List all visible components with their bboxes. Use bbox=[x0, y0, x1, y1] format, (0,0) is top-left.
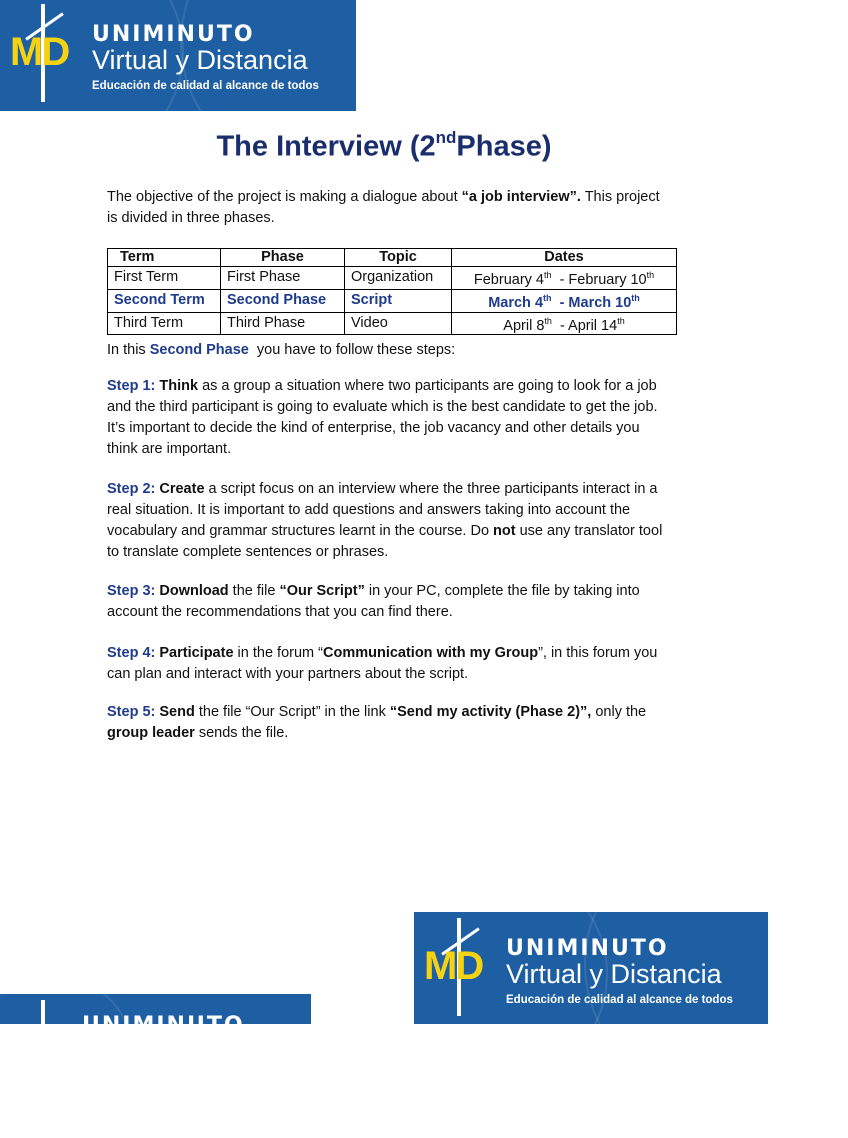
table-cell: March 4th - March 10th bbox=[452, 289, 677, 312]
table-cell: Third Term bbox=[108, 312, 221, 335]
lead-paragraph: In this Second Phase you have to follow these steps: bbox=[107, 342, 456, 358]
footer-banner-partial bbox=[0, 994, 311, 1038]
table-row bbox=[108, 267, 677, 290]
brand-tagline: Educación de calidad al alcance de todos bbox=[92, 80, 319, 92]
step-2: Step 2: Create a script focus on an interview where the three participants interact in a real situation. It is important to add questions and answers taking into account the vocabulary and grammar structures learnt in the course. Do not use any translator tool to translate complete sentences or phrases. bbox=[107, 481, 663, 560]
page-title: The Interview (2ndPhase) bbox=[216, 128, 552, 163]
logo-letters: MD bbox=[424, 944, 483, 988]
table-cell: First Term bbox=[108, 267, 221, 290]
table-row bbox=[108, 289, 677, 312]
footer-banner bbox=[414, 912, 768, 1024]
column-header: Dates bbox=[452, 249, 677, 267]
brand-name: UNIMINUTO bbox=[92, 22, 255, 47]
table-header-row bbox=[108, 249, 677, 267]
table-cell: April 8th - April 14th bbox=[452, 312, 677, 335]
brand-subtitle: Virtual y Distancia bbox=[506, 959, 722, 989]
intro-paragraph: The objective of the project is making a dialogue about “a job interview”. This project is divided in three phases. bbox=[107, 189, 660, 226]
phases-table bbox=[107, 248, 677, 335]
brand-tagline: Educación de calidad al alcance de todos bbox=[506, 994, 733, 1006]
table-cell: February 4th - February 10th bbox=[452, 267, 677, 290]
step-1: Step 1: Think as a group a situation where two participants are going to look for a job and the third participant is going to evaluate which is the best candidate to get the job. It’s important to decide the kind of enterprise, the job vacancy and other details you think are important. bbox=[107, 378, 658, 457]
column-header: Topic bbox=[345, 249, 452, 267]
step-4: Step 4: Participate in the forum “Communication with my Group”, in this forum you can plan and interact with your partners about the script. bbox=[107, 645, 658, 682]
step-3: Step 3: Download the file “Our Script” in your PC, complete the file by taking into account the recommendations that you can find there. bbox=[107, 583, 640, 620]
table-row bbox=[108, 312, 677, 335]
cross-logo-icon bbox=[41, 1000, 45, 1040]
table-cell: Script bbox=[345, 289, 452, 312]
table-cell: Video bbox=[345, 312, 452, 335]
banner-decoration bbox=[0, 974, 134, 1138]
brand-subtitle: Virtual y Distancia bbox=[92, 45, 308, 75]
table-cell: Third Phase bbox=[221, 312, 345, 335]
table-cell: Second Phase bbox=[221, 289, 345, 312]
header-banner bbox=[0, 0, 356, 111]
column-header: Term bbox=[108, 249, 221, 267]
table-cell: Second Term bbox=[108, 289, 221, 312]
step-5: Step 5: Send the file “Our Script” in the link “Send my activity (Phase 2)”, only the group leader sends the file. bbox=[107, 704, 647, 741]
logo-letters: MD bbox=[10, 30, 69, 74]
brand-name: UNIMINUTO bbox=[82, 1013, 245, 1038]
brand-name: UNIMINUTO bbox=[506, 936, 669, 961]
table-cell: Organization bbox=[345, 267, 452, 290]
column-header: Phase bbox=[221, 249, 345, 267]
table-cell: First Phase bbox=[221, 267, 345, 290]
